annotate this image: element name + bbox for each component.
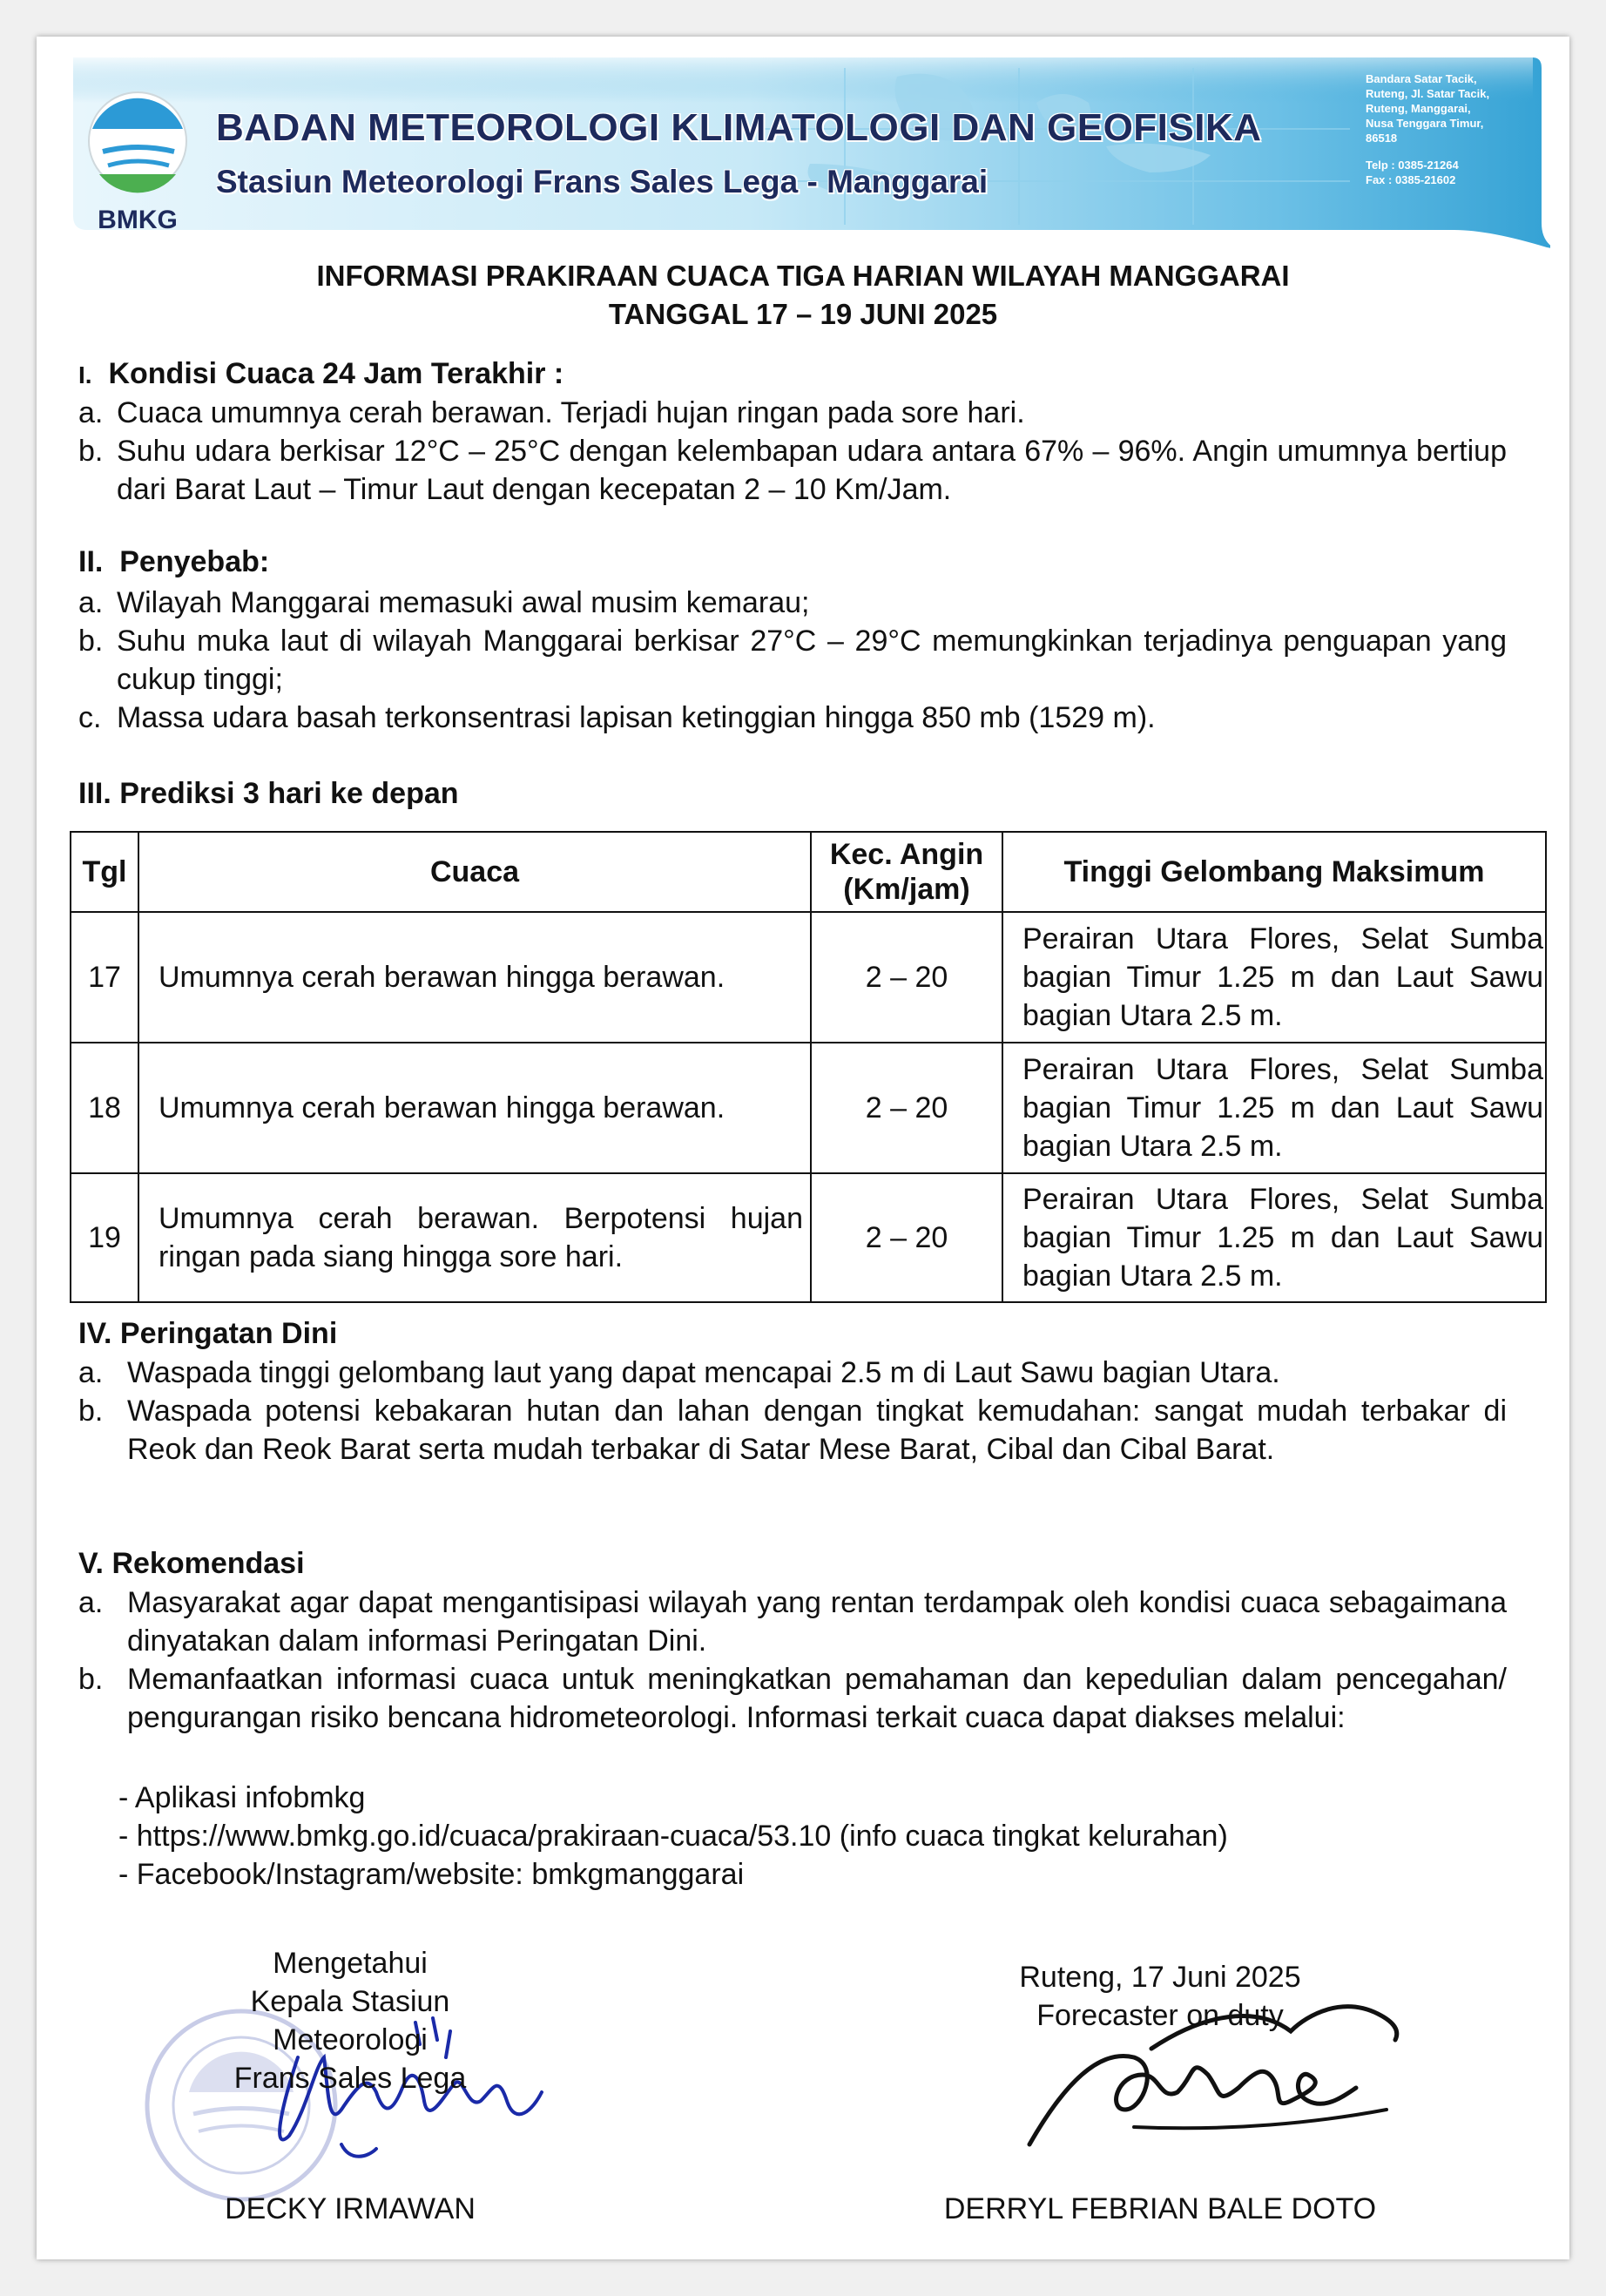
list-item — [78, 584, 1507, 622]
column-header-tgl: Tgl — [71, 832, 138, 912]
list-text: Massa udara basah terkonsentrasi lapisan ketinggian hingga 850 mb (1529 m). — [117, 701, 1156, 734]
acknowledged-label: Mengetahui — [273, 1947, 428, 1980]
cell-tgl: 19 — [71, 1173, 138, 1302]
cell-tgl: 17 — [71, 912, 138, 1043]
cell-angin: 2 – 20 — [811, 912, 1002, 1043]
cell-gelombang: Perairan Utara Flores, Selat Sumba bagian Timur 1.25 m dan Laut Sawu bagian Utara 2.5 m. — [1002, 1043, 1546, 1173]
access-link-item: - Aplikasi infobmkg — [118, 1781, 366, 1814]
signature-derryl — [1012, 1979, 1430, 2153]
cell-angin: 2 – 20 — [811, 1173, 1002, 1302]
logo-text: BMKG — [98, 206, 178, 234]
section-1-number: I. — [78, 361, 92, 388]
document-place-date: Ruteng, 17 Juni 2025 — [1019, 1961, 1301, 1994]
list-label: b. — [78, 1394, 104, 1428]
list-text: Wilayah Manggarai memasuki awal musim kemarau; — [117, 586, 810, 619]
forecast-table — [70, 831, 1547, 1303]
cell-cuaca: Umumnya cerah berawan hingga berawan. — [138, 912, 811, 1043]
list-label: b. — [78, 435, 104, 468]
cell-tgl: 18 — [71, 1043, 138, 1173]
address-line: Ruteng, Manggarai, — [1366, 102, 1471, 115]
access-link-item[interactable]: - https://www.bmkg.go.id/cuaca/prakiraan-cuaca/53.10 (info cuaca tingkat kelurahan) — [118, 1820, 1228, 1853]
list-item — [78, 1392, 1507, 1469]
list-label: a. — [78, 1586, 104, 1619]
section-4-heading: IV. Peringatan Dini — [78, 1317, 338, 1350]
list-item — [78, 699, 1507, 737]
list-label: b. — [78, 625, 104, 658]
forecaster-label: Forecaster on duty — [1036, 1999, 1284, 2032]
table-row — [71, 1043, 1546, 1173]
section-2-number: II. — [78, 545, 104, 578]
column-header-cuaca: Cuaca — [138, 832, 811, 912]
cell-angin: 2 – 20 — [811, 1043, 1002, 1173]
left-signatory-block — [185, 1944, 516, 2097]
address-line: 86518 — [1366, 132, 1398, 145]
list-text: Cuaca umumnya cerah berawan. Terjadi hujan ringan pada sore hari. — [117, 396, 1025, 429]
station-address — [1366, 71, 1540, 187]
list-item — [78, 1354, 1507, 1392]
list-text: Suhu muka laut di wilayah Manggarai berkisar 27°C – 29°C memungkinkan terjadinya penguapan yang cukup tinggi; — [117, 625, 1507, 696]
banner-background — [61, 51, 1550, 253]
agency-name: BADAN METEOROLOGI KLIMATOLOGI DAN GEOFISIKA — [216, 106, 1262, 149]
list-text: Waspada potensi kebakaran hutan dan lahan dengan tingkat kemudahan: sangat mudah terbakar di Reok dan Reok Barat serta mudah terbakar di Satar Mese Barat, Cibal dan Cibal Barat. — [127, 1394, 1507, 1466]
signatory-station: Frans Sales Lega — [233, 2062, 467, 2095]
table-header-row — [71, 832, 1546, 912]
cell-cuaca: Umumnya cerah berawan. Berpotensi hujan ringan pada siang hingga sore hari. — [138, 1173, 811, 1302]
right-signatory-name: DERRYL FEBRIAN BALE DOTO — [943, 2192, 1377, 2225]
section-2-title: Penyebab: — [119, 545, 270, 578]
section-3-heading: III. Prediksi 3 hari ke depan — [78, 777, 459, 810]
left-signatory-name: DECKY IRMAWAN — [225, 2192, 476, 2225]
list-item — [78, 394, 1507, 432]
list-item — [78, 622, 1507, 699]
address-line: Nusa Tenggara Timur, — [1366, 117, 1484, 130]
column-header-gelombang: Tinggi Gelombang Maksimum — [1002, 832, 1546, 912]
document-page — [37, 37, 1569, 2259]
section-2-heading — [78, 545, 269, 579]
list-item — [78, 432, 1507, 509]
address-line: Bandara Satar Tacik, — [1366, 72, 1477, 85]
cell-gelombang: Perairan Utara Flores, Selat Sumba bagian Timur 1.25 m dan Laut Sawu bagian Utara 2.5 m. — [1002, 1173, 1546, 1302]
list-label: b. — [78, 1663, 104, 1696]
list-text: Suhu udara berkisar 12°C – 25°C dengan kelembapan udara antara 67% – 96%. Angin umumnya bertiup dari Barat Laut – Timur Laut dengan kecepatan 2 – 10 Km/Jam. — [117, 435, 1507, 506]
cell-cuaca: Umumnya cerah berawan hingga berawan. — [138, 1043, 811, 1173]
section-5-heading: V. Rekomendasi — [78, 1547, 305, 1580]
cell-gelombang: Perairan Utara Flores, Selat Sumba bagian Timur 1.25 m dan Laut Sawu bagian Utara 2.5 m. — [1002, 912, 1546, 1043]
section-1-title: Kondisi Cuaca 24 Jam Terakhir : — [108, 357, 564, 390]
list-label: a. — [78, 396, 104, 429]
list-text: Memanfaatkan informasi cuaca untuk meningkatkan pemahaman dan kepedulian dalam pencegahan/ pengurangan risiko bencana hidrometeorologi. Informasi terkait cuaca dapat diakses melalui: — [127, 1663, 1507, 1734]
fax: Fax : 0385-21602 — [1366, 173, 1456, 186]
list-label: a. — [78, 1356, 104, 1389]
table-row — [71, 912, 1546, 1043]
list-label: c. — [78, 701, 102, 734]
telephone: Telp : 0385-21264 — [1366, 159, 1459, 172]
table-row — [71, 1173, 1546, 1302]
bmkg-logo — [84, 87, 192, 235]
document-date-range: TANGGAL 17 – 19 JUNI 2025 — [608, 298, 998, 330]
list-item — [78, 1584, 1507, 1660]
document-title: INFORMASI PRAKIRAAN CUACA TIGA HARIAN WILAYAH MANGGARAI — [316, 260, 1290, 292]
header-banner — [61, 51, 1550, 253]
address-line: Ruteng, Jl. Satar Tacik, — [1366, 87, 1490, 100]
access-link-item: - Facebook/Instagram/website: bmkgmanggarai — [118, 1858, 745, 1891]
list-item — [78, 1660, 1507, 1737]
column-header-angin: Kec. Angin (Km/jam) — [811, 832, 1002, 912]
list-text: Waspada tinggi gelombang laut yang dapat mencapai 2.5 m di Laut Sawu bagian Utara. — [127, 1356, 1280, 1389]
station-name: Stasiun Meteorologi Frans Sales Lega - Manggarai — [216, 164, 989, 199]
list-text: Masyarakat agar dapat mengantisipasi wilayah yang rentan terdampak oleh kondisi cuaca sebagaimana dinyatakan dalam informasi Peringatan Dini. — [127, 1586, 1507, 1658]
signatory-position: Kepala Stasiun Meteorologi — [250, 1985, 450, 2056]
section-1-heading — [78, 357, 563, 391]
list-label: a. — [78, 586, 104, 619]
